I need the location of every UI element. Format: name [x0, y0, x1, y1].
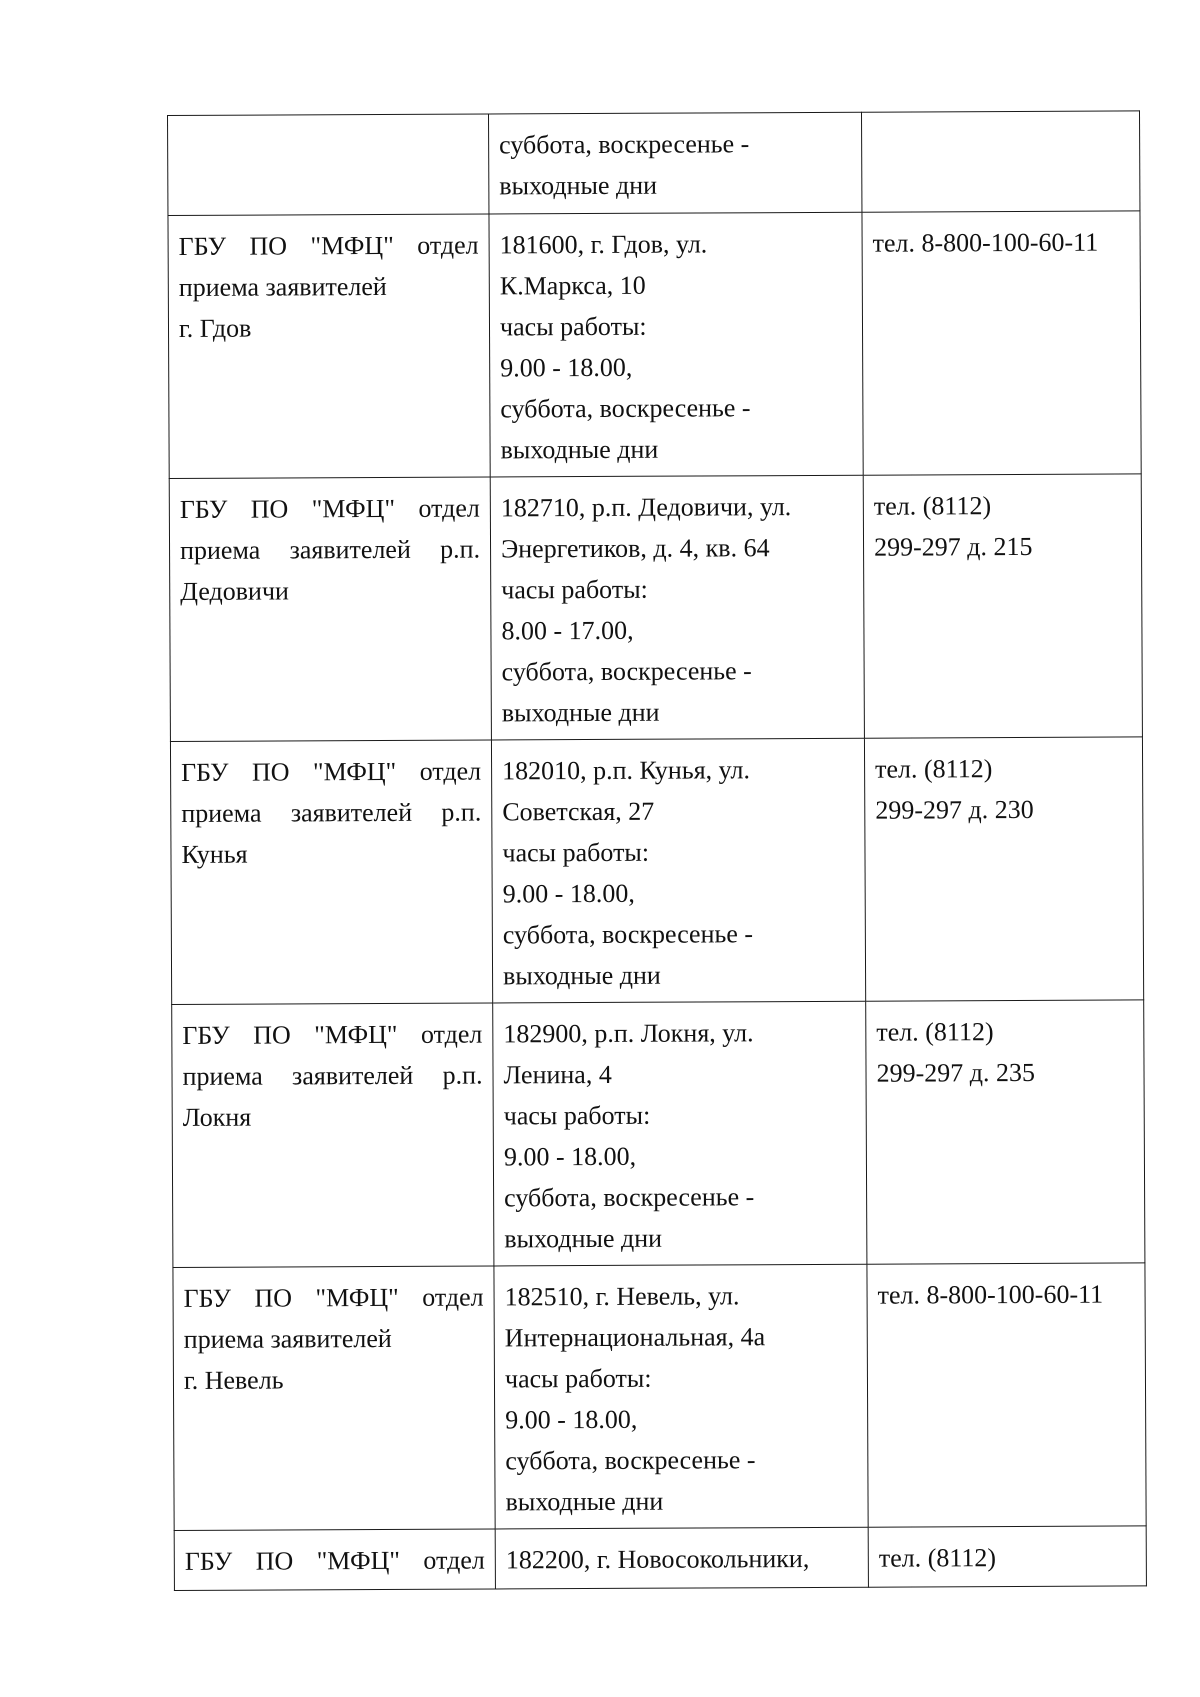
- address-line: К.Маркса, 10: [499, 270, 646, 301]
- table-row: [173, 1263, 1146, 1531]
- organization-cell: [168, 114, 489, 216]
- phone-cell: [864, 737, 1143, 1001]
- org-line: приема заявителей: [183, 1323, 392, 1354]
- address-cell: [490, 475, 864, 740]
- phone-cell: [861, 111, 1139, 212]
- org-line: ГБУ ПО "МФЦ" отдел: [181, 756, 482, 787]
- table-row: [168, 211, 1141, 479]
- address-cell: [491, 738, 865, 1003]
- table-row: [170, 737, 1143, 1005]
- org-line: приема заявителей р.п.: [181, 797, 482, 828]
- phone-line: 299-297 д. 230: [875, 794, 1034, 825]
- organization-cell: [170, 740, 492, 1005]
- address-line: Ленина, 4: [503, 1059, 612, 1090]
- phone-line: 299-297 д. 215: [873, 531, 1033, 562]
- org-line: приема заявителей р.п.: [182, 1060, 483, 1091]
- address-line: выходные дни: [499, 170, 658, 201]
- address-line: выходные дни: [505, 1486, 664, 1517]
- address-line: часы работы:: [504, 1363, 652, 1394]
- address-line: часы работы:: [503, 1100, 651, 1131]
- address-cell: [493, 1001, 867, 1266]
- mfc-offices-table: [167, 110, 1147, 1591]
- phone-line: тел. (8112): [878, 1543, 997, 1573]
- table-row: [174, 1526, 1146, 1591]
- address-line: 9.00 - 18.00,: [503, 1141, 637, 1172]
- org-line: Дедовичи: [180, 576, 289, 606]
- phone-line: тел. (8112): [876, 1017, 994, 1047]
- phone-cell: [868, 1526, 1146, 1587]
- address-line: выходные дни: [501, 697, 660, 728]
- phone-line: тел. (8112): [873, 491, 992, 521]
- address-line: 181600, г. Гдов, ул.: [499, 229, 708, 260]
- org-line: Локня: [182, 1102, 252, 1132]
- org-line: ГБУ ПО "МФЦ" отдел: [184, 1545, 485, 1576]
- address-line: Интернациональная, 4а: [504, 1322, 766, 1353]
- phone-cell: [862, 211, 1141, 475]
- table-row: [168, 111, 1140, 216]
- phone-cell: [866, 1000, 1145, 1264]
- phone-line: тел. (8112): [875, 754, 993, 784]
- org-line: г. Невель: [183, 1365, 284, 1395]
- address-line: 9.00 - 18.00,: [505, 1404, 638, 1435]
- organization-cell: [173, 1266, 495, 1531]
- address-line: выходные дни: [502, 960, 661, 991]
- table-row: [172, 1000, 1145, 1268]
- address-line: суббота, воскресенье -: [501, 656, 752, 687]
- phone-line: тел. 8-800-100-60-11: [872, 227, 1099, 258]
- table-row: [169, 474, 1142, 742]
- address-cell: [488, 112, 861, 214]
- address-line: суббота, воскресенье -: [502, 919, 754, 950]
- org-line: ГБУ ПО "МФЦ" отдел: [183, 1282, 484, 1313]
- address-line: часы работы:: [501, 574, 648, 605]
- address-line: 182010, р.п. Кунья, ул.: [502, 755, 751, 786]
- org-line: приема заявителей: [178, 271, 387, 302]
- address-line: суббота, воскресенье -: [500, 393, 751, 424]
- address-line: 9.00 - 18.00,: [500, 352, 633, 383]
- address-cell: [489, 212, 863, 477]
- organization-cell: [169, 477, 491, 742]
- phone-cell: [867, 1263, 1146, 1527]
- address-line: суббота, воскресенье -: [504, 1182, 755, 1213]
- org-line: приема заявителей р.п.: [179, 534, 481, 565]
- address-line: суббота, воскресенье -: [499, 129, 750, 160]
- phone-line: тел. 8-800-100-60-11: [877, 1279, 1104, 1310]
- address-line: 9.00 - 18.00,: [502, 878, 635, 909]
- organization-cell: [174, 1529, 495, 1591]
- address-line: часы работы:: [499, 311, 647, 342]
- address-line: 8.00 - 17.00,: [501, 615, 634, 646]
- address-line: Энергетиков, д. 4, кв. 64: [500, 533, 770, 564]
- address-line: Советская, 27: [502, 796, 655, 827]
- address-line: суббота, воскресенье -: [505, 1445, 756, 1476]
- organization-cell: [172, 1003, 494, 1268]
- address-line: 182900, р.п. Локня, ул.: [503, 1018, 754, 1049]
- phone-line: 299-297 д. 235: [876, 1057, 1035, 1088]
- org-line: г. Гдов: [178, 313, 252, 343]
- phone-cell: [863, 474, 1142, 738]
- address-line: 182710, р.п. Дедовичи, ул.: [500, 492, 792, 523]
- address-cell: [495, 1527, 868, 1589]
- org-line: Кунья: [181, 839, 248, 869]
- address-line: часы работы:: [502, 837, 650, 868]
- address-line: выходные дни: [504, 1223, 663, 1254]
- address-cell: [494, 1264, 868, 1529]
- org-line: ГБУ ПО "МФЦ" отдел: [182, 1019, 483, 1050]
- table-body: [168, 111, 1147, 1591]
- org-line: ГБУ ПО "МФЦ" отдел: [178, 230, 479, 261]
- address-line: 182510, г. Невель, ул.: [504, 1281, 740, 1312]
- organization-cell: [168, 214, 490, 479]
- address-line: выходные дни: [500, 434, 659, 465]
- address-line: 182200, г. Новосокольники,: [505, 1543, 810, 1575]
- org-line: ГБУ ПО "МФЦ" отдел: [179, 493, 480, 524]
